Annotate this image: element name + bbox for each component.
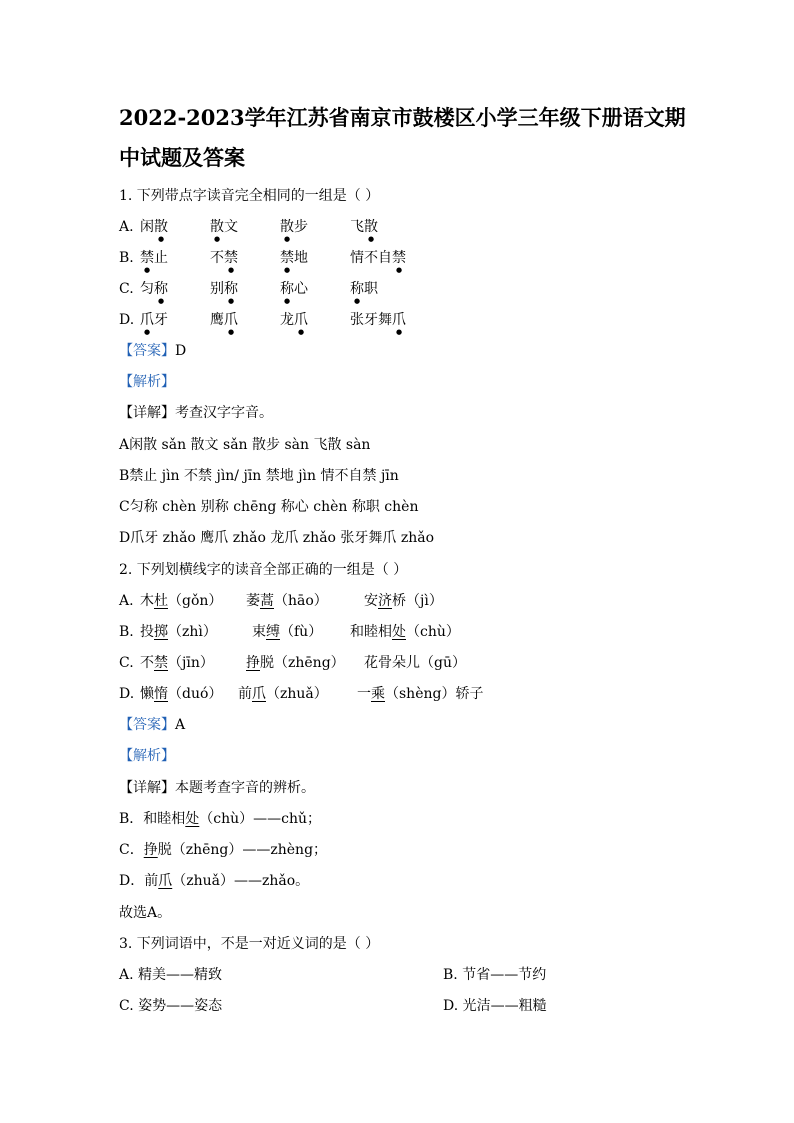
underlined-char: 杜 [154, 593, 168, 609]
word-part: 地 [294, 250, 308, 266]
word-part: 步 [294, 219, 308, 235]
word-part: 止 [154, 250, 168, 266]
item-part: 木 [140, 593, 154, 609]
line-pre: D．前 [119, 873, 159, 889]
item-part: （chù） [406, 624, 460, 640]
line-pre: B．和睦相 [119, 811, 186, 827]
q3-option-b: B. 节省——节约 [443, 967, 547, 983]
dotted-char: 禁 [224, 250, 238, 266]
item-part: 束 [252, 624, 266, 640]
dotted-char: 禁 [140, 250, 154, 266]
document-title-line-1: 2022-2023学年江苏省南京市鼓楼区小学三年级下册语文期 [119, 105, 686, 130]
q1-option-word [280, 217, 308, 243]
q3-option-d: D. 光洁——粗糙 [443, 998, 547, 1014]
item-part: 和睦相 [350, 624, 392, 640]
dotted-char: 散 [210, 219, 224, 235]
q2-option-item [238, 684, 328, 704]
q1-option-word [280, 310, 308, 336]
dotted-char: 禁 [392, 250, 406, 266]
q1-detail-line-d: D爪牙 zhǎo 鹰爪 zhǎo 龙爪 zhǎo 张牙舞爪 zhǎo [119, 530, 435, 546]
q1-option-word [210, 310, 238, 336]
q1-option-word [350, 310, 406, 336]
item-part: 投 [140, 624, 154, 640]
q3-option-c: C. 姿势——姿态 [119, 998, 223, 1014]
q2-option-item [140, 591, 222, 611]
line-post: 脱（zhēng）——zhèng； [157, 842, 328, 858]
word-part: 文 [224, 219, 238, 235]
q1-option-word [280, 279, 308, 305]
dotted-char: 禁 [280, 250, 294, 266]
q2-analysis-tag: 【解析】 [119, 748, 175, 764]
q1-answer [119, 341, 186, 361]
q1-detail [119, 403, 273, 423]
answer-tag: 【答案】 [119, 343, 175, 359]
q2-option-item [350, 622, 460, 642]
q2-option-label: A. [119, 593, 134, 609]
q1-option-word [210, 248, 238, 274]
q2-option-item [364, 653, 466, 673]
item-part: （hāo） [274, 593, 328, 609]
q1-option-word [140, 279, 168, 305]
q1-detail-line-a: A闲散 sǎn 散文 sǎn 散步 sàn 飞散 sàn [119, 437, 371, 453]
word-part: 职 [364, 281, 378, 297]
q2-option-item [140, 653, 214, 673]
q1-option-word [350, 217, 378, 243]
item-part: （jīn） [168, 655, 214, 671]
q1-option-word [210, 279, 238, 305]
word-part: 飞 [350, 219, 364, 235]
underlined-char: 挣 [246, 655, 260, 671]
dotted-char: 称 [224, 281, 238, 297]
dotted-char: 散 [280, 219, 294, 235]
item-part: 花骨朵儿 [364, 655, 420, 671]
detail-tag: 【详解】 [119, 405, 175, 421]
word-part: 牙 [154, 312, 168, 328]
q2-option-item [252, 622, 322, 642]
item-part: （fù） [280, 624, 323, 640]
q1-option-word [140, 310, 168, 336]
q2-option-item [140, 622, 217, 642]
q1-detail-line-b: B禁止 jìn 不禁 jìn/ jīn 禁地 jìn 情不自禁 jīn [119, 468, 399, 484]
dotted-char: 爪 [224, 312, 238, 328]
q2-answer [119, 715, 185, 735]
q2-detail-line-d [119, 871, 309, 891]
q2-option-item [140, 684, 222, 704]
dotted-char: 称 [280, 281, 294, 297]
item-part: 桥（jì） [392, 593, 443, 609]
underlined-char: 爪 [252, 686, 266, 702]
detail-text: 本题考查字音的辨析。 [175, 780, 315, 796]
line-post: （zhuǎ）——zhǎo。 [172, 873, 310, 889]
item-part: 脱（zhēng） [260, 655, 345, 671]
underlined-char: 惰 [154, 686, 168, 702]
dotted-char: 散 [154, 219, 168, 235]
q1-option-label: C. [119, 281, 134, 297]
underlined-char: 乘 [371, 686, 385, 702]
q3-stem: 3. 下列词语中，不是一对近义词的是（ ） [119, 936, 380, 952]
q1-option-word [350, 279, 378, 305]
item-part: （shèng）轿子 [385, 686, 484, 702]
line-underlined: 处 [185, 811, 200, 827]
item-part: 前 [238, 686, 252, 702]
q1-option-word [210, 217, 238, 243]
q1-analysis-tag: 【解析】 [119, 374, 175, 390]
dotted-char: 爪 [294, 312, 308, 328]
q2-detail [119, 778, 315, 798]
q2-option-item [246, 653, 345, 673]
answer-value: A [175, 717, 186, 733]
q1-option-label: B. [119, 250, 134, 266]
item-part: 萎 [246, 593, 260, 609]
q1-option-word [350, 248, 406, 274]
word-part: 情不自 [350, 250, 392, 266]
word-part: 张牙舞 [350, 312, 392, 328]
item-part: （zhì） [168, 624, 217, 640]
line-underlined: 挣 [143, 842, 158, 858]
dotted-char: 爪 [140, 312, 154, 328]
item-part: 一 [357, 686, 371, 702]
underlined-char: 掷 [154, 624, 168, 640]
word-part: 不 [210, 250, 224, 266]
dotted-char: 称 [350, 281, 364, 297]
underlined-char: 禁 [154, 655, 168, 671]
q2-option-label: D. [119, 686, 135, 702]
answer-tag: 【答案】 [119, 717, 175, 733]
word-part: 龙 [280, 312, 294, 328]
q3-option-a: A. 精美——精致 [119, 967, 223, 983]
q2-option-label: C. [119, 655, 134, 671]
underlined-char: 处 [392, 624, 406, 640]
word-part: 鹰 [210, 312, 224, 328]
item-part: 不 [140, 655, 154, 671]
underlined-char: 蒿 [260, 593, 274, 609]
word-part: 匀 [140, 281, 154, 297]
underlined-char: 缚 [266, 624, 280, 640]
q1-stem: 1. 下列带点字读音完全相同的一组是（ ） [119, 188, 380, 204]
word-part: 闲 [140, 219, 154, 235]
q2-option-item [246, 591, 328, 611]
line-post: （chù）——chǔ； [199, 811, 322, 827]
detail-tag: 【详解】 [119, 780, 175, 796]
q1-option-word [140, 217, 168, 243]
item-part: 懒 [140, 686, 154, 702]
q1-detail-line-c: C匀称 chèn 别称 chēng 称心 chèn 称职 chèn [119, 499, 419, 515]
q1-option-word [280, 248, 308, 274]
q1-option-label: A. [119, 219, 134, 235]
q1-option-word [140, 248, 168, 274]
underlined-char: 济 [378, 593, 392, 609]
dotted-char: 称 [154, 281, 168, 297]
item-part: （gū） [420, 655, 466, 671]
item-part: （gǒn） [168, 593, 223, 609]
line-underlined: 爪 [158, 873, 173, 889]
word-part: 心 [294, 281, 308, 297]
item-part: （zhuǎ） [266, 686, 328, 702]
dotted-char: 爪 [392, 312, 406, 328]
answer-value: D [175, 343, 187, 359]
dotted-char: 散 [364, 219, 378, 235]
q2-stem: 2. 下列划横线字的读音全部正确的一组是（ ） [119, 562, 408, 578]
word-part: 别 [210, 281, 224, 297]
q2-option-label: B. [119, 624, 134, 640]
q2-option-item [364, 591, 443, 611]
document-title-line-2: 中试题及答案 [119, 145, 245, 170]
q1-option-label: D. [119, 312, 135, 328]
detail-text: 考查汉字字音。 [175, 405, 273, 421]
q2-option-item [357, 684, 483, 704]
q2-conclusion: 故选A。 [119, 905, 172, 921]
line-pre: C． [119, 842, 144, 858]
q2-detail-line-b [119, 809, 321, 829]
q2-detail-line-c [119, 840, 327, 860]
item-part: 安 [364, 593, 378, 609]
item-part: （duó） [168, 686, 223, 702]
